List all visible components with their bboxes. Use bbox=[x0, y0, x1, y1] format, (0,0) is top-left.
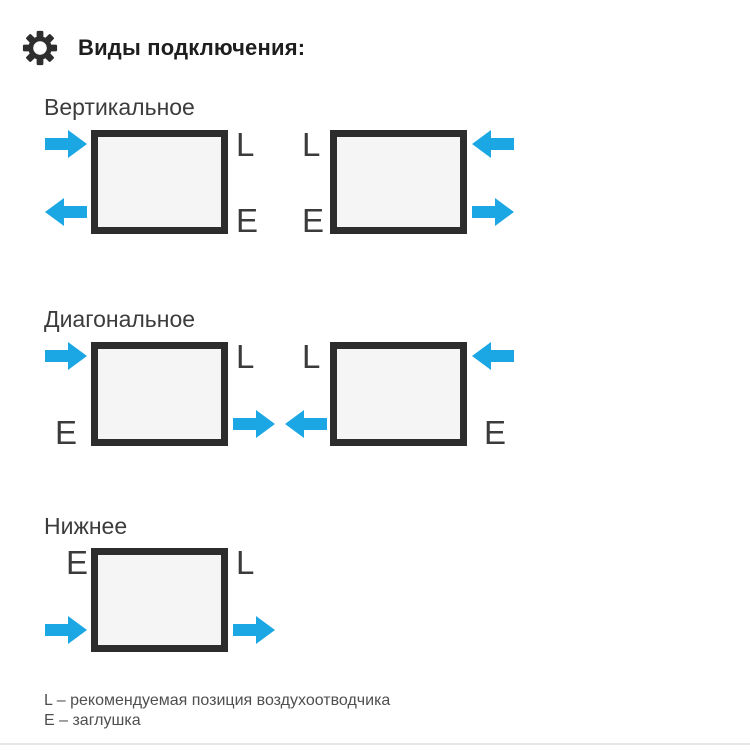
radiator-body bbox=[91, 342, 228, 446]
section-label-diagonal: Диагональное bbox=[44, 306, 196, 332]
section-label-bottom: Нижнее bbox=[44, 513, 128, 539]
legend-line-l: L – рекомендуемая позиция воздухоотводчика bbox=[44, 692, 391, 709]
section-label-vertical: Вертикальное bbox=[44, 94, 195, 120]
port-label-e: E bbox=[55, 414, 78, 451]
port-label-l: L bbox=[236, 126, 255, 163]
page-title: Виды подключения: bbox=[78, 35, 306, 60]
flow-arrow-right-icon bbox=[472, 197, 514, 227]
flow-arrow-right-icon bbox=[233, 615, 275, 645]
flow-arrow-left-icon bbox=[472, 129, 514, 159]
flow-arrow-left-icon bbox=[45, 197, 87, 227]
port-label-l: L bbox=[302, 126, 321, 163]
radiator-body bbox=[91, 130, 228, 234]
flow-arrow-right-icon bbox=[45, 129, 87, 159]
port-label-e: E bbox=[236, 202, 259, 239]
port-label-e: E bbox=[484, 414, 507, 451]
flow-arrow-right-icon bbox=[233, 409, 275, 439]
legend-line-e: E – заглушка bbox=[44, 712, 141, 729]
bottom-divider bbox=[0, 743, 750, 745]
port-label-l: L bbox=[302, 338, 321, 375]
flow-arrow-left-icon bbox=[472, 341, 514, 371]
port-label-l: L bbox=[236, 338, 255, 375]
flow-arrow-right-icon bbox=[45, 341, 87, 371]
radiator-body bbox=[330, 130, 467, 234]
gear-icon bbox=[22, 30, 58, 66]
port-label-l: L bbox=[236, 544, 255, 581]
port-label-e: E bbox=[66, 544, 89, 581]
port-label-e: E bbox=[302, 202, 325, 239]
flow-arrow-right-icon bbox=[45, 615, 87, 645]
flow-arrow-left-icon bbox=[285, 409, 327, 439]
radiator-body bbox=[91, 548, 228, 652]
radiator-body bbox=[330, 342, 467, 446]
